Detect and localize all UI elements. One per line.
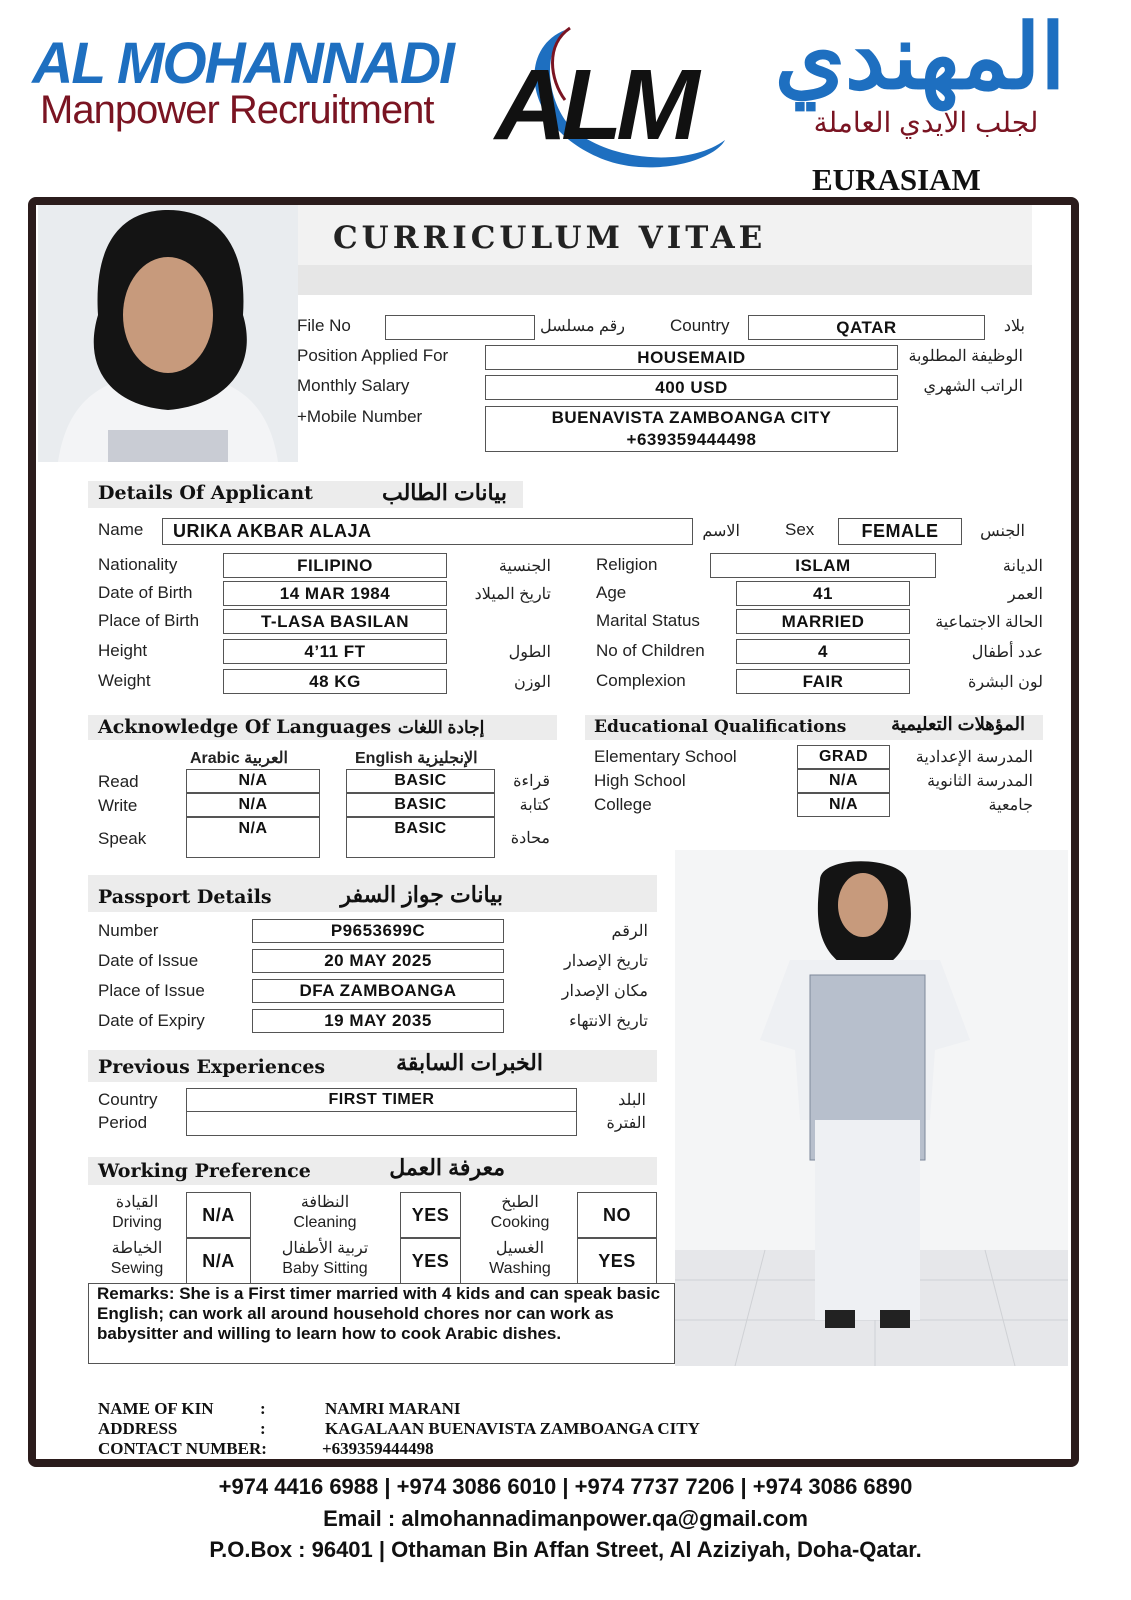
- preference-value: YES: [400, 1192, 461, 1238]
- country-field: QATAR: [748, 315, 985, 340]
- detail-label: Religion: [596, 555, 658, 574]
- education-label-ar: جامعية: [988, 797, 1033, 814]
- detail-label-ar: العمر: [1007, 586, 1043, 603]
- salary-field: 400 USD: [485, 375, 898, 400]
- preference-label-ar: الطبخ: [501, 1194, 539, 1211]
- sex-label: Sex: [785, 520, 815, 539]
- experience-title-ar: الخبرات السابقة: [396, 1050, 543, 1075]
- education-label: Elementary School: [594, 747, 737, 766]
- kin-name-label: NAME OF KIN: [98, 1399, 214, 1418]
- english-level: BASIC: [346, 769, 495, 793]
- passport-label: Number: [98, 921, 159, 940]
- detail-label: No of Children: [596, 641, 705, 660]
- detail-value: MARRIED: [736, 609, 910, 634]
- file-no-label-ar: رقم مسلسل: [540, 318, 625, 335]
- detail-value: FAIR: [736, 669, 910, 694]
- passport-label: Place of Issue: [98, 981, 205, 1000]
- exp-period-label-ar: الفترة: [606, 1115, 646, 1132]
- country-label: Country: [670, 316, 730, 335]
- preference-value: YES: [400, 1238, 461, 1284]
- detail-label: Date of Birth: [98, 583, 193, 602]
- experience-title: Previous Experiences: [98, 1056, 326, 1078]
- kin-name: NAMRI MARANI: [325, 1399, 461, 1418]
- sex-label-ar: الجنس: [980, 523, 1025, 540]
- detail-label-ar: لون البشرة: [968, 674, 1043, 691]
- preference-value: YES: [577, 1238, 657, 1284]
- detail-value: 4’11 FT: [223, 639, 447, 664]
- sex-field: FEMALE: [838, 518, 962, 545]
- preference-label-ar: تربية الأطفال: [281, 1240, 369, 1257]
- exp-country-label: Country: [98, 1090, 158, 1109]
- language-skill-label: Read: [98, 772, 139, 791]
- passport-value: P9653699C: [252, 919, 504, 943]
- exp-period-label: Period: [98, 1113, 148, 1132]
- language-skill-label-ar: كتابة: [519, 797, 550, 814]
- passport-title-ar: بيانات جواز السفر: [340, 882, 503, 907]
- english-level: BASIC: [346, 793, 495, 817]
- kin-address: KAGALAAN BUENAVISTA ZAMBOANGA CITY: [325, 1419, 700, 1438]
- detail-label-ar: الطول: [508, 644, 551, 661]
- detail-value: 14 MAR 1984: [223, 581, 447, 606]
- detail-label-ar: تاريخ الميلاد: [474, 586, 551, 603]
- passport-value: 20 MAY 2025: [252, 949, 504, 973]
- detail-label: Place of Birth: [98, 611, 200, 630]
- preference-title-ar: معرفة العمل: [389, 1155, 505, 1180]
- education-label-ar: المدرسة الإعدادية: [915, 749, 1033, 766]
- mobile-address: BUENAVISTA ZAMBOANGA CITY: [551, 408, 832, 427]
- title-strip: [298, 265, 1032, 295]
- position-label-ar: الوظيفة المطلوبة: [908, 348, 1023, 365]
- english-column-header: English الإنجليزية: [355, 750, 478, 767]
- education-title: Educational Qualifications: [594, 717, 847, 737]
- preference-label: Driving: [112, 1214, 162, 1231]
- brand-name: AL MOHANNADI: [32, 31, 453, 96]
- kin-contact: +639359444498: [322, 1439, 434, 1458]
- footer-address: P.O.Box : 96401 | Othaman Bin Affan Street, Al Aziziyah, Doha-Qatar.: [209, 1537, 922, 1562]
- mobile-field: [485, 406, 898, 452]
- details-title-ar: بيانات الطالب: [382, 480, 507, 505]
- detail-label: Nationality: [98, 555, 178, 574]
- education-label: High School: [594, 771, 686, 790]
- passport-value: DFA ZAMBOANGA: [252, 979, 504, 1003]
- kin-name-colon: :: [260, 1399, 266, 1418]
- detail-label-ar: عدد أطفال: [971, 644, 1043, 661]
- detail-label: Height: [98, 641, 148, 660]
- education-title-ar: المؤهلات التعليمية: [891, 714, 1025, 734]
- detail-value: 4: [736, 639, 910, 664]
- name-field: URIKA AKBAR ALAJA: [162, 518, 693, 545]
- preference-label-ar: الخياطة: [111, 1240, 163, 1257]
- preference-label-ar: النظافة: [300, 1194, 350, 1211]
- remarks-box: Remarks: She is a First timer married with 4 kids and can speak basic English; can work all around household chores nor can work as babysitter and willing to learn how to cook Arabic dishes.: [88, 1283, 675, 1364]
- detail-value: 48 KG: [223, 669, 447, 694]
- kin-address-label: ADDRESS: [98, 1419, 178, 1438]
- position-label: Position Applied For: [297, 346, 449, 365]
- salary-label-ar: الراتب الشهري: [923, 378, 1023, 395]
- education-value: GRAD: [797, 745, 890, 769]
- preference-label-ar: القيادة: [115, 1194, 159, 1211]
- detail-label-ar: الحالة الاجتماعية: [935, 614, 1043, 631]
- detail-label-ar: الجنسية: [498, 558, 551, 575]
- brand-name-arabic: المهندي: [774, 8, 1066, 108]
- mobile-number: +639359444498: [626, 430, 757, 449]
- education-value: N/A: [797, 793, 890, 817]
- kin-address-colon: :: [260, 1419, 266, 1438]
- passport-label: Date of Issue: [98, 951, 199, 970]
- languages-title-en: Acknowledge Of Languages: [98, 716, 392, 738]
- language-skill-label: Speak: [98, 829, 147, 848]
- position-field: HOUSEMAID: [485, 345, 898, 370]
- detail-label: Age: [596, 583, 627, 602]
- arabic-column-header: Arabic العربية: [190, 750, 288, 767]
- preference-label: Cleaning: [293, 1214, 357, 1231]
- detail-label: Complexion: [596, 671, 686, 690]
- country-label-ar: بلاد: [1003, 318, 1025, 335]
- english-level: BASIC: [346, 817, 495, 858]
- passport-title: Passport Details: [98, 886, 272, 908]
- exp-country-field: FIRST TIMER: [186, 1088, 577, 1112]
- language-skill-label-ar: قراءة: [513, 773, 550, 790]
- exp-country-label-ar: البلد: [618, 1092, 646, 1109]
- arabic-level: N/A: [186, 793, 320, 817]
- detail-label-ar: الوزن: [513, 674, 551, 691]
- languages-title-ar: إجادة اللغات: [397, 718, 485, 737]
- preference-value: N/A: [186, 1238, 251, 1284]
- detail-value: T-LASA BASILAN: [223, 609, 447, 634]
- languages-title: [98, 716, 484, 738]
- brand-subtitle-arabic: لجلب الايدي العاملة: [813, 107, 1039, 138]
- preference-label: Washing: [489, 1260, 551, 1277]
- passport-label-ar: الرقم: [611, 923, 648, 940]
- preference-label: Baby Sitting: [282, 1260, 368, 1277]
- brand-subtitle: Manpower Recruitment: [40, 88, 434, 132]
- preference-title: Working Preference: [98, 1160, 311, 1182]
- passport-value: 19 MAY 2035: [252, 1009, 504, 1033]
- detail-value: 41: [736, 581, 910, 606]
- details-title: Details Of Applicant: [98, 482, 313, 504]
- passport-label-ar: مكان الإصدار: [561, 983, 648, 1000]
- name-label-ar: الاسم: [702, 523, 740, 540]
- preference-label-ar: الغسيل: [495, 1240, 545, 1257]
- file-no-field: [385, 315, 535, 340]
- passport-label: Date of Expiry: [98, 1011, 205, 1030]
- preference-value: N/A: [186, 1192, 251, 1238]
- detail-value: ISLAM: [710, 553, 936, 578]
- language-skill-label-ar: محادة: [510, 830, 550, 847]
- education-value: N/A: [797, 769, 890, 793]
- preference-value: NO: [577, 1192, 657, 1238]
- salary-label: Monthly Salary: [297, 376, 410, 395]
- language-skill-label: Write: [98, 796, 138, 815]
- detail-label: Marital Status: [596, 611, 700, 630]
- detail-value: FILIPINO: [223, 553, 447, 578]
- agency-name: EURASIAM: [812, 162, 981, 197]
- footer-phones: +974 4416 6988 | +974 3086 6010 | +974 7737 7206 | +974 3086 6890: [218, 1474, 913, 1499]
- applicant-full-body-photo: [675, 850, 1068, 1366]
- education-label-ar: المدرسة الثانوية: [927, 773, 1033, 790]
- exp-period-field: [186, 1111, 577, 1136]
- education-label: College: [594, 795, 652, 814]
- arabic-level: N/A: [186, 817, 320, 858]
- passport-label-ar: تاريخ الانتهاء: [569, 1013, 648, 1030]
- file-no-label: File No: [297, 316, 351, 335]
- passport-label-ar: تاريخ الإصدار: [563, 953, 648, 970]
- detail-label-ar: الديانة: [1002, 558, 1043, 575]
- footer-email: Email : almohannadimanpower.qa@gmail.com: [323, 1506, 808, 1531]
- applicant-headshot: [38, 205, 298, 462]
- page-title: CURRICULUM VITAE: [333, 220, 767, 256]
- arabic-level: N/A: [186, 769, 320, 793]
- kin-contact-label: CONTACT NUMBER:: [98, 1439, 267, 1458]
- name-label: Name: [98, 520, 144, 539]
- preference-label: Sewing: [110, 1260, 164, 1277]
- brand-logo: ALM: [495, 49, 694, 161]
- preference-label: Cooking: [490, 1214, 550, 1231]
- detail-label: Weight: [98, 671, 151, 690]
- mobile-label: +Mobile Number: [297, 407, 423, 426]
